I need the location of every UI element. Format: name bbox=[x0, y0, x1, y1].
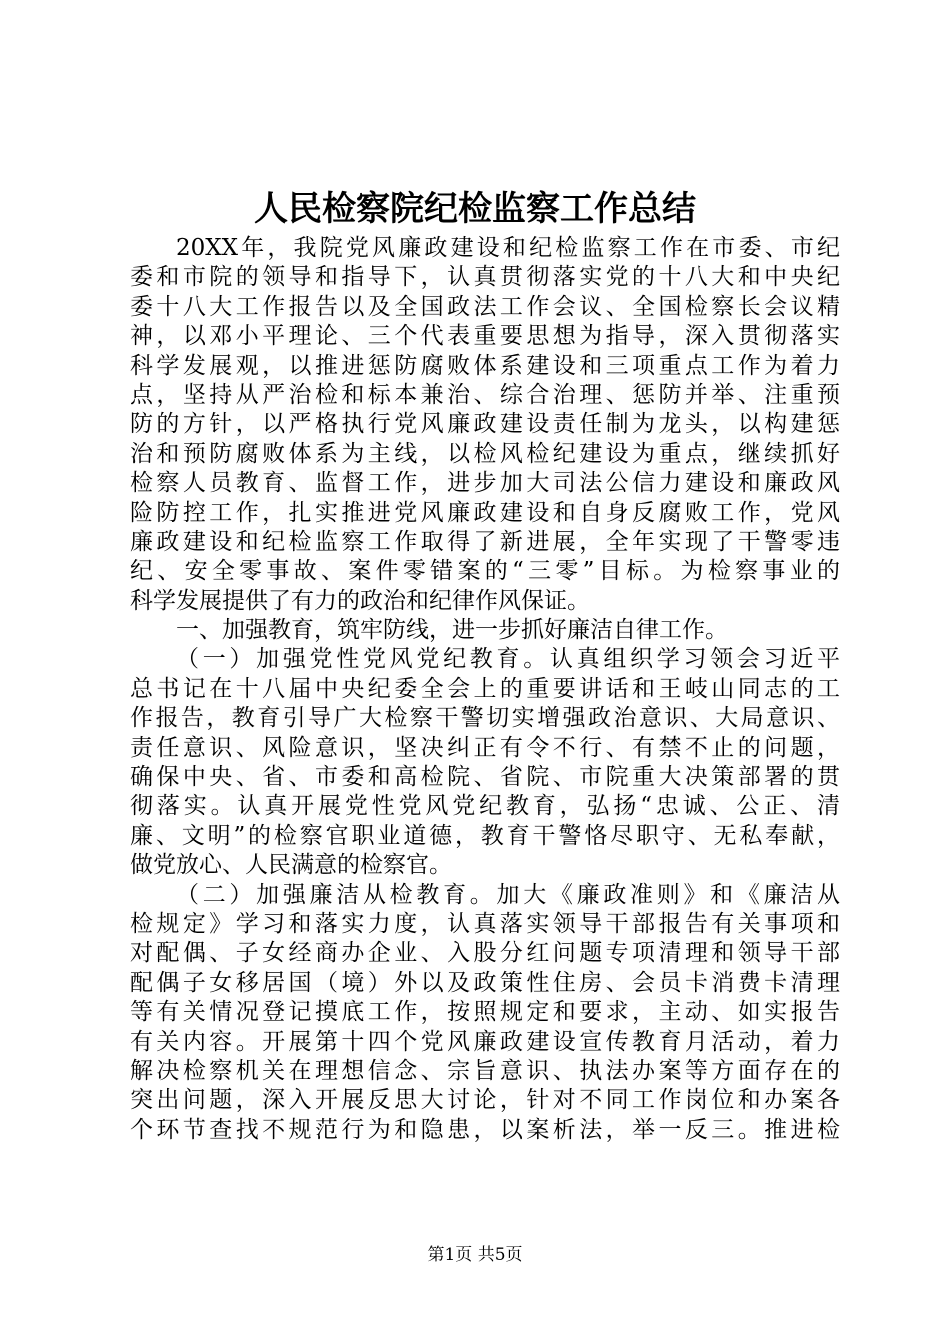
text-line: 检规定》学习和落实力度，认真落实领导干部报告有关事项和 bbox=[130, 910, 840, 937]
document-title: 人民检察院纪检监察工作总结 bbox=[254, 189, 696, 229]
text-line: 做党放心、人民满意的检察官。 bbox=[130, 852, 452, 879]
text-line: 20XX年，我院党风廉政建设和纪检监察工作在市委、市纪 bbox=[176, 235, 840, 261]
text-line: 配偶子女移居国（境）外以及政策性住房、会员卡消费卡清理 bbox=[130, 969, 840, 996]
text-line: 突出问题，深入开展反思大讨论，针对不同工作岗位和办案各 bbox=[130, 1087, 840, 1114]
page-footer: 第1页 共5页 bbox=[427, 1245, 523, 1265]
text-line: 一、加强教育，筑牢防线，进一步抓好廉洁自律工作。 bbox=[176, 617, 728, 644]
text-line: 廉政建设和纪检监察工作取得了新进展，全年实现了干警零违 bbox=[130, 528, 840, 555]
text-line: 科学发展观，以推进惩防腐败体系建设和三项重点工作为着力 bbox=[130, 352, 840, 379]
text-line: 点，坚持从严治检和标本兼治、综合治理、惩防并举、注重预 bbox=[130, 381, 840, 408]
text-line: 确保中央、省、市委和高检院、省院、市院重大决策部署的贯 bbox=[130, 764, 840, 791]
text-line: 神，以邓小平理论、三个代表重要思想为指导，深入贯彻落实 bbox=[130, 323, 840, 350]
text-line: 廉、文明”的检察官职业道德，教育干警恪尽职守、无私奉献， bbox=[130, 822, 840, 849]
text-line: 委和市院的领导和指导下，认真贯彻落实党的十八大和中央纪 bbox=[130, 264, 840, 291]
text-line: 科学发展提供了有力的政治和纪律作风保证。 bbox=[130, 587, 590, 614]
text-line: 解决检察机关在理想信念、宗旨意识、执法办案等方面存在的 bbox=[130, 1057, 840, 1084]
text-line: 险防控工作，扎实推进党风廉政建设和自身反腐败工作，党风 bbox=[130, 499, 840, 526]
text-line: 有关内容。开展第十四个党风廉政建设宣传教育月活动，着力 bbox=[130, 1028, 840, 1055]
text-line: 作报告，教育引导广大检察干警切实增强政治意识、大局意识、 bbox=[130, 705, 840, 732]
text-line: 等有关情况登记摸底工作，按照规定和要求，主动、如实报告 bbox=[130, 999, 840, 1026]
text-line: 纪、安全零事故、案件零错案的“三零”目标。为检察事业的 bbox=[130, 558, 840, 585]
text-line: 彻落实。认真开展党性党风党纪教育，弘扬“忠诚、公正、清 bbox=[130, 793, 840, 820]
text-line: （二）加强廉洁从检教育。加大《廉政准则》和《廉洁从 bbox=[176, 881, 840, 908]
text-line: 责任意识、风险意识，坚决纠正有令不行、有禁不止的问题， bbox=[130, 734, 840, 761]
text-line: 防的方针，以严格执行党风廉政建设责任制为龙头，以构建惩 bbox=[130, 411, 840, 438]
text-line: （一）加强党性党风党纪教育。认真组织学习领会习近平 bbox=[176, 646, 840, 673]
document-body bbox=[130, 234, 840, 1145]
text-line: 委十八大工作报告以及全国政法工作会议、全国检察长会议精 bbox=[130, 293, 840, 320]
text-line: 治和预防腐败体系为主线，以检风检纪建设为重点，继续抓好 bbox=[130, 440, 840, 467]
text-line: 个环节查找不规范行为和隐患，以案析法，举一反三。推进检 bbox=[130, 1116, 840, 1143]
text-line: 对配偶、子女经商办企业、入股分红问题专项清理和领导干部 bbox=[130, 940, 840, 967]
text-line: 总书记在十八届中央纪委全会上的重要讲话和王岐山同志的工 bbox=[130, 675, 840, 702]
text-line: 检察人员教育、监督工作，进步加大司法公信力建设和廉政风 bbox=[130, 470, 840, 497]
